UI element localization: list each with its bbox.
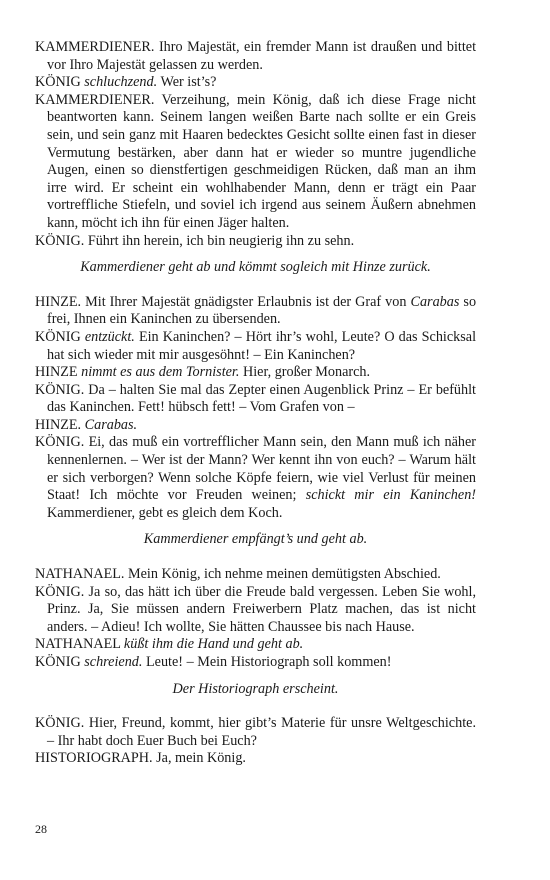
stage-direction-inline: entzückt. bbox=[84, 328, 135, 345]
speaker-name: KÖNIG. bbox=[35, 583, 85, 600]
dialogue-text: Ihro Majestät, ein fremder Mann ist draußen und bittet vor Ihro Majestät gelassen zu werden. bbox=[47, 39, 477, 73]
dialogue-text: so frei, Ihnen ein Kaninchen zu übersenden. bbox=[47, 293, 477, 328]
speaker-name: KÖNIG. bbox=[35, 434, 85, 451]
speaker-name: NATHANAEL. bbox=[35, 566, 125, 583]
dialogue-line bbox=[35, 566, 476, 584]
dialogue-line bbox=[35, 750, 476, 768]
speaker-name: NATHANAEL bbox=[35, 636, 121, 653]
speaker-name: KÖNIG bbox=[35, 328, 81, 345]
stage-direction-inline: nimmt es aus dem Tornister. bbox=[81, 364, 240, 381]
dialogue-line bbox=[35, 92, 476, 233]
speaker-name: KÖNIG bbox=[35, 74, 81, 91]
stage-direction-inline: schreiend. bbox=[84, 654, 143, 670]
dialogue-line bbox=[35, 364, 476, 382]
dialogue-text: Verzeihung, mein König, daß ich diese Frage nicht beantworten kann. Seinem langen weißen Barte nach sollte er ein Greis sein, und sein ganz mit Haaren bedecktes Gesicht sollte einen fast in dieser Vermutung bestärken, aber dann hat er wieder so muntre jugendliche Augen, einen so dienstfertigen geschmeidigen Rücken, daß man an ihm irre wird. Er scheint ein wohlhabender Mann, denn er trägt ein Paar vortreffliche Stiefeln, und soviel ich irgend aus seinem Äußern abnehmen kann, möcht ich ihn für einen Jäger halten. bbox=[47, 91, 476, 231]
speaker-name: HISTORIOGRAPH. bbox=[35, 750, 153, 767]
dialogue-line bbox=[35, 329, 476, 364]
dialogue-text: Ei, das muß ein vortrefflicher Mann sein, den Mann muß ich näher kennenlernen. – Wer ist der Mann? Wer kennt ihn von euch? – Warum hält er sich verborgen? Wenn solche Köpfe feiern, wie viel Verlust für meinen Staat! Ich möchte vor Freuden weinen; bbox=[47, 434, 477, 504]
speaker-name: HINZE. bbox=[35, 416, 82, 433]
dialogue-line bbox=[35, 715, 476, 750]
page-number: 28 bbox=[35, 822, 47, 836]
dialogue-text: Wer ist’s? bbox=[160, 74, 217, 91]
dialogue-text: Ja, mein König. bbox=[156, 750, 246, 767]
emphasis-text: schickt mir ein Kaninchen! bbox=[305, 487, 477, 504]
dialogue-line bbox=[35, 294, 476, 329]
dialogue-text: Mein König, ich nehme meinen demütigsten Abschied. bbox=[128, 566, 441, 583]
dialogue-text: Mit Ihrer Majestät gnädigster Erlaubnis ist der Graf von bbox=[85, 293, 407, 310]
play-text bbox=[35, 39, 476, 768]
speaker-name: KÖNIG. bbox=[35, 232, 85, 249]
stage-direction-inline: küßt ihm die Hand und geht ab. bbox=[123, 636, 304, 653]
speaker-name: HINZE bbox=[35, 364, 78, 381]
dialogue-text: Ein Kaninchen? – Hört ihr’s wohl, Leute? O das Schicksal hat sich wieder mit mir ausgesöhnt! – Ein Kaninchen? bbox=[47, 328, 477, 363]
stage-direction-inline: schluchzend. bbox=[84, 74, 158, 91]
stage-direction: Kammerdiener geht ab und kömmt sogleich mit Hinze zurück. bbox=[80, 259, 431, 276]
dialogue-line bbox=[35, 636, 476, 654]
dialogue-text: Da – halten Sie mal das Zepter einen Augenblick Prinz – Er befühlt das Kaninchen. Fett! hübsch fett! – Vom Grafen von – bbox=[47, 381, 477, 416]
dialogue-text: Ja so, das hätt ich über die Freude bald vergessen. Leben Sie wohl, Prinz. Ja, Sie müssen andern Freiwerbern Platz machen, das ist nicht anders. – Adieu! Ich wollte, Sie hätten Chaussee bis nach Hause. bbox=[47, 583, 477, 635]
dialogue-text: Hier, Freund, kommt, hier gibt’s Materie für unsre Weltgeschichte. – Ihr habt doch Euer Buch bei Euch? bbox=[47, 715, 476, 749]
speaker-name: KÖNIG. bbox=[35, 381, 85, 398]
speaker-name: KÖNIG bbox=[35, 654, 81, 670]
speaker-name: KÖNIG. bbox=[35, 715, 85, 732]
dialogue-text: Führt ihn herein, ich bin neugierig ihn zu sehn. bbox=[87, 232, 355, 249]
emphasis-text: Carabas bbox=[410, 293, 460, 310]
dialogue-text: Hier, großer Monarch. bbox=[242, 364, 371, 381]
speaker-name: HINZE. bbox=[35, 293, 82, 310]
dialogue-line bbox=[35, 233, 476, 251]
dialogue-line bbox=[35, 74, 476, 92]
dialogue-line bbox=[35, 434, 476, 522]
dialogue-text: Kammerdiener, gebt es gleich dem Koch. bbox=[47, 504, 283, 521]
dialogue-line bbox=[35, 382, 476, 417]
stage-direction: Kammerdiener empfängt’s und geht ab. bbox=[143, 531, 368, 548]
stage-direction-inline: Carabas. bbox=[84, 416, 138, 433]
dialogue-line bbox=[35, 39, 476, 74]
dialogue-line bbox=[35, 654, 476, 672]
speaker-name: KAMMERDIENER. bbox=[35, 91, 155, 108]
dialogue-text: Leute! – Mein Historiograph soll kommen! bbox=[146, 654, 392, 670]
speaker-name: KAMMERDIENER. bbox=[35, 39, 155, 55]
dialogue-line bbox=[35, 417, 476, 435]
dialogue-line bbox=[35, 584, 476, 637]
stage-direction: Der Historiograph erscheint. bbox=[172, 680, 339, 697]
